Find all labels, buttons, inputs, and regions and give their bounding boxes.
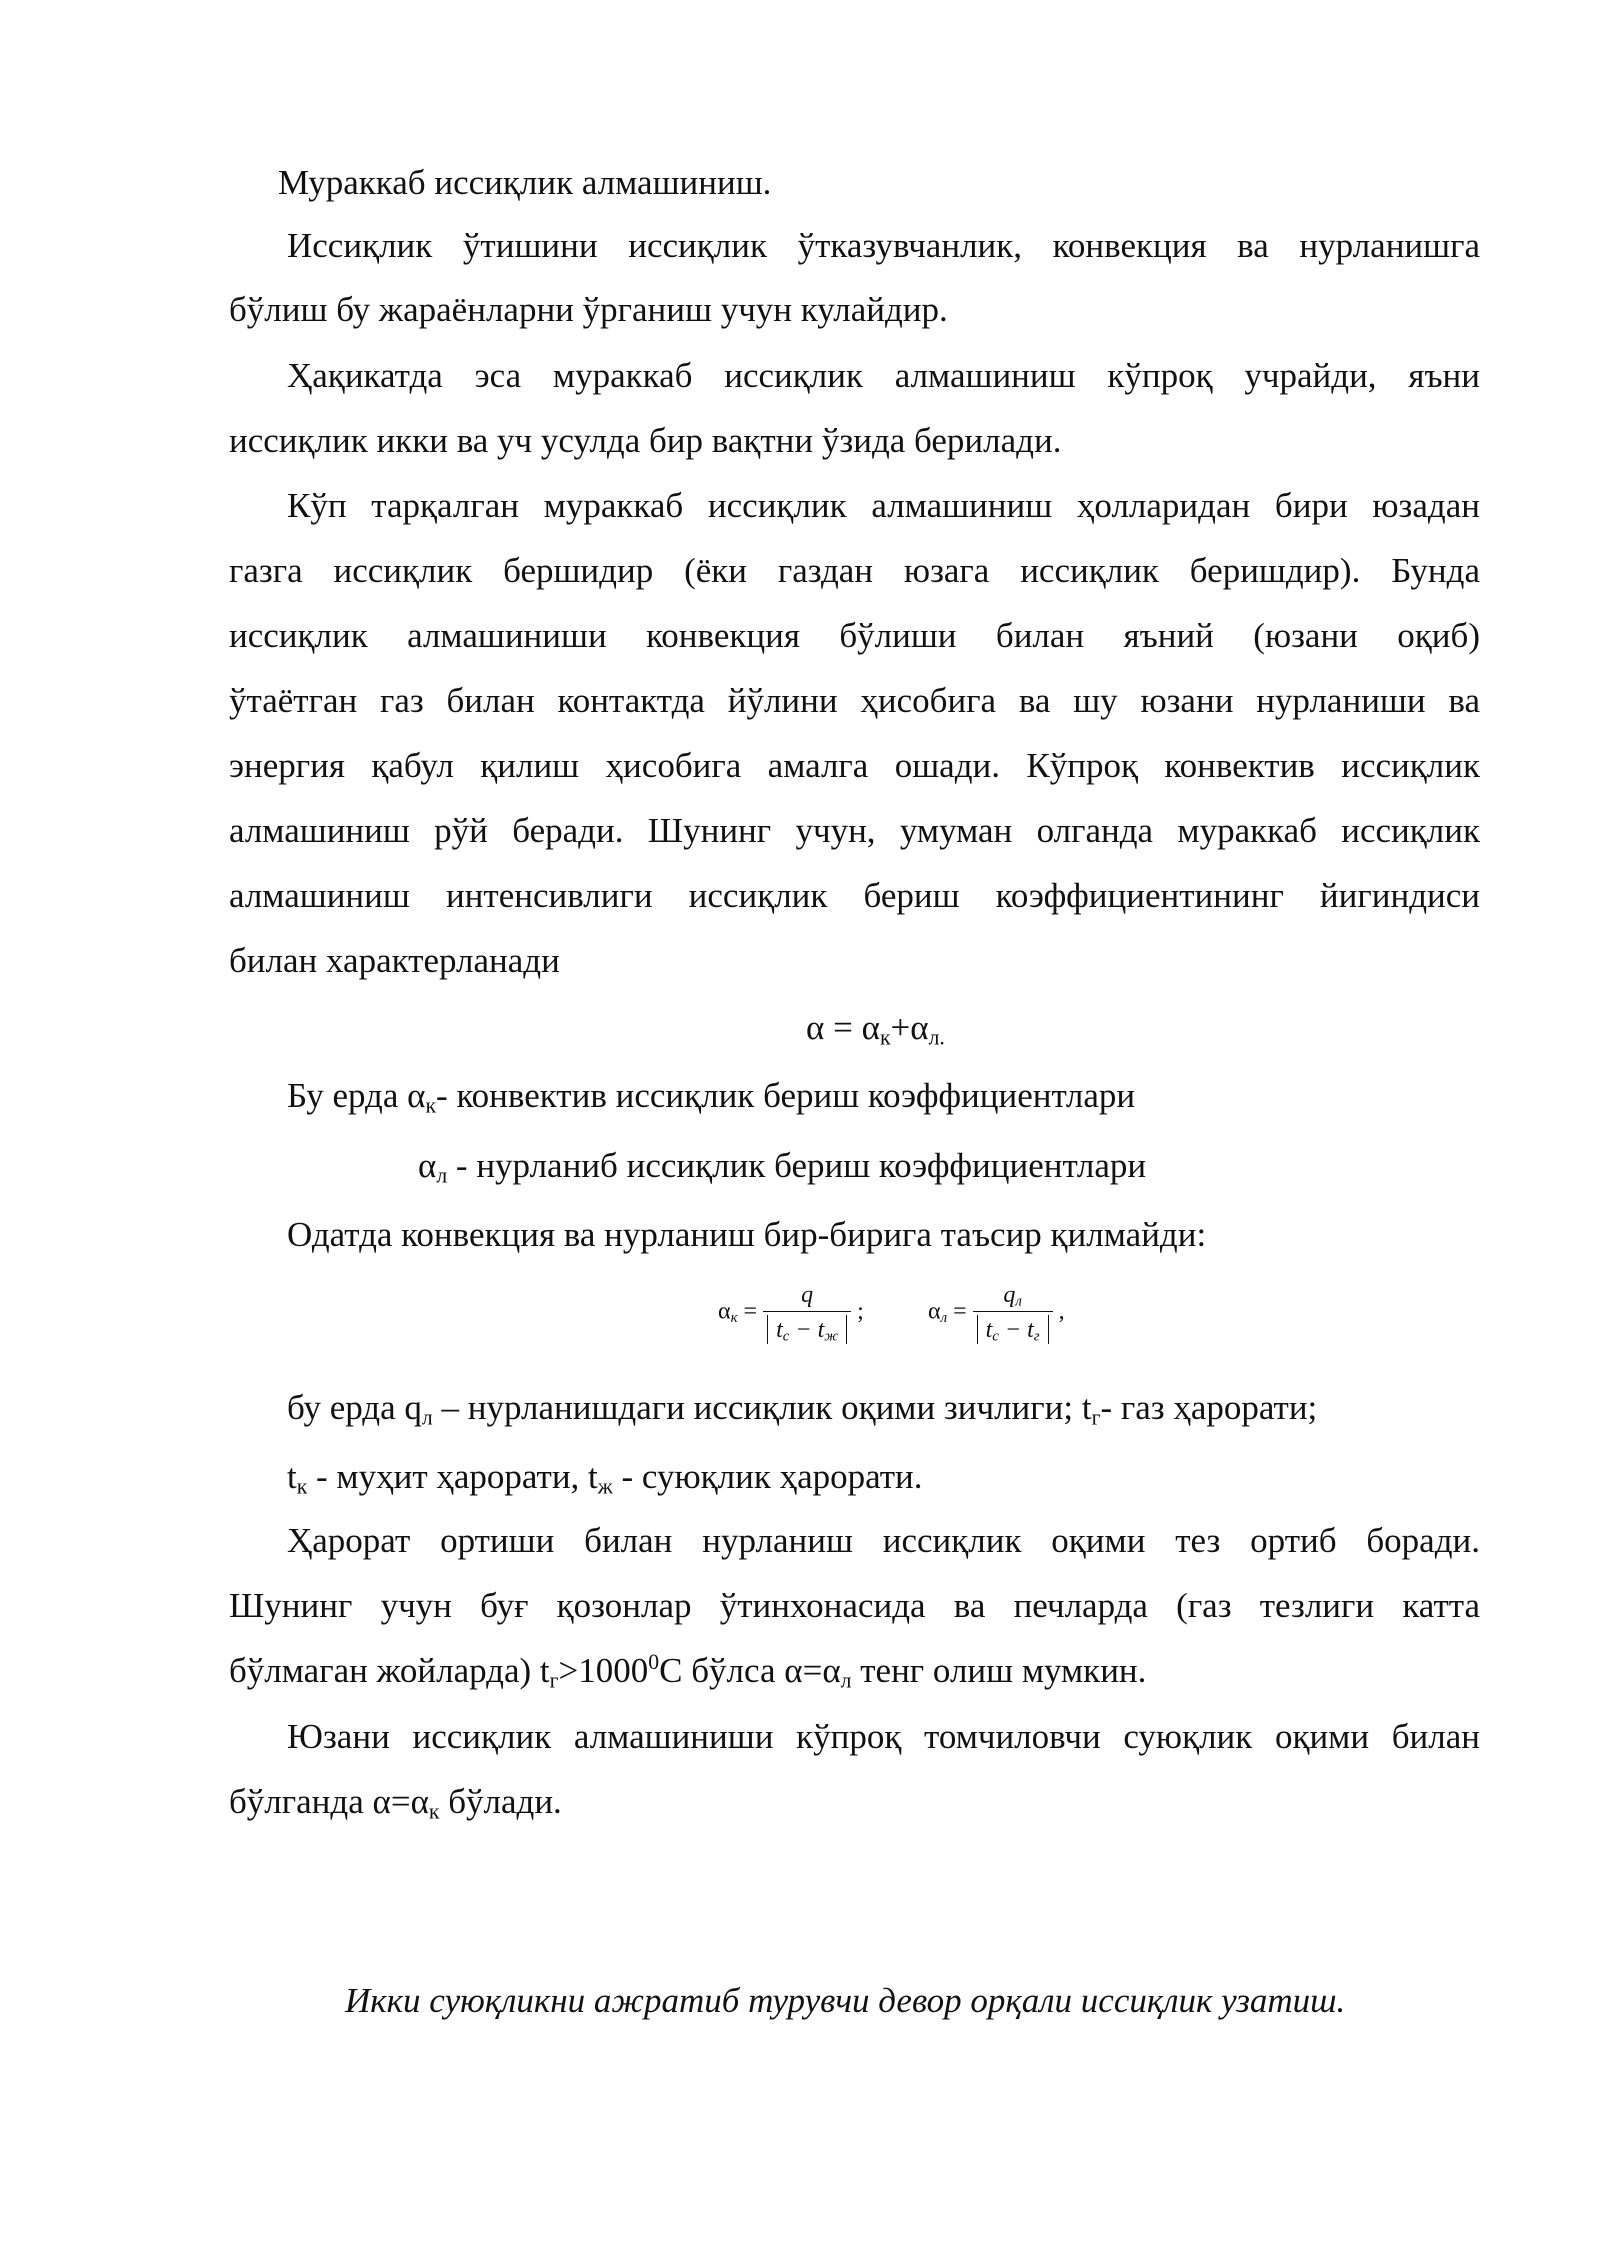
- paragraph-3-line-8: билан характерланади: [229, 941, 560, 980]
- section-title: Мураккаб иссиқлик алмашиниш.: [278, 163, 772, 202]
- formula-alpha-k: $\alpha_к$ = $\frac{q}{t_с - t_ж}$ ;: [718, 1282, 864, 1345]
- paragraph-3-line-2: газга иссиқлик бершидир (ёки газдан юзага иссиқлик беришдир). Бунда: [229, 551, 1480, 590]
- definition-alpha-l: $\alpha_л$ - нурланиб иссиқлик бериш коэффициентлари: [418, 1146, 1147, 1188]
- fraction-k: $\frac{q}{t_с - t_ж}$: [763, 1282, 851, 1344]
- definition-alpha-k: Бу ерда $\alpha_к-$ конвектив иссиқлик бериш коэффициентлари: [287, 1076, 1136, 1118]
- fraction-l: $\frac{q_л}{t_с - t_г}$: [973, 1282, 1053, 1344]
- line-q-definition: бу ерда $q_л$ – нурланишдаги иссиқлик оқими зичлиги; $t_г-$ газ ҳарорати;: [287, 1388, 1318, 1430]
- equation-alpha-sum: $\alpha = \alpha_к+\alpha_{л.}$: [806, 1008, 945, 1050]
- paragraph-3-line-7: алмашиниш интенсивлиги иссиқлик бериш коэффициентининг йигиндиси: [229, 876, 1480, 915]
- paragraph-2-line-2: иссиқлик икки ва уч усулда бир вақтни ўзида берилади.: [229, 421, 1062, 460]
- paragraph-6-line-2: бўлганда $\alpha=\alpha_к$ бўлади.: [229, 1782, 562, 1824]
- paragraph-4: Одатда конвекция ва нурланиш бир-бирига таъсир қилмайди:: [287, 1215, 1207, 1254]
- formula-alpha-l: $\alpha_л$ = $\frac{q_л}{t_с - t_г}$ ,: [928, 1282, 1065, 1345]
- paragraph-2-line-1: Ҳақикатда эса мураккаб иссиқлик алмашиниш кўпроқ учрайди, яъни: [287, 356, 1480, 395]
- paragraph-1-line-2: бўлиш бу жараёнларни ўрганиш учун кулайдир.: [229, 290, 948, 329]
- paragraph-1-line-1: Иссиқлик ўтишини иссиқлик ўтказувчанлик, конвекция ва нурланишга: [287, 226, 1480, 265]
- paragraph-3-line-5: энергия қабул қилиш ҳисобига амалга ошади. Кўпроқ конвектив иссиқлик: [229, 746, 1480, 785]
- paragraph-5-line-2: Шунинг учун буғ қозонлар ўтинхонасида ва печларда (газ тезлиги катта: [229, 1586, 1480, 1625]
- paragraph-6-line-1: Юзани иссиқлик алмашиниши кўпроқ томчиловчи суюқлик оқими билан: [287, 1717, 1480, 1756]
- paragraph-3-line-4: ўтаётган газ билан контактда йўлини ҳисобига ва шу юзани нурланиши ва: [229, 681, 1480, 720]
- paragraph-5-line-3: бўлмаган жойларда) $t_г>1000^0С$ бўлса $\alpha=\alpha_л$ тенг олиш мумкин.: [229, 1649, 1147, 1693]
- paragraph-3-line-3: иссиқлик алмашиниши конвекция бўлиши билан яъний (юзани оқиб): [229, 616, 1480, 655]
- section-heading-2: Икки суюқликни ажратиб турувчи девор орқали иссиқлик узатиш.: [345, 1981, 1346, 2020]
- paragraph-5-line-1: Ҳарорат ортиши билан нурланиш иссиқлик оқими тез ортиб боради.: [287, 1521, 1480, 1560]
- paragraph-3-line-1: Кўп тарқалган мураккаб иссиқлик алмашиниш ҳолларидан бири юзадан: [287, 486, 1480, 525]
- line-t-definition: $t_к$ - муҳит ҳарорати, $t_ж$ - суюқлик ҳарорати.: [287, 1457, 923, 1499]
- paragraph-3-line-6: алмашиниш рўй беради. Шунинг учун, умуман олганда мураккаб иссиқлик: [229, 811, 1480, 850]
